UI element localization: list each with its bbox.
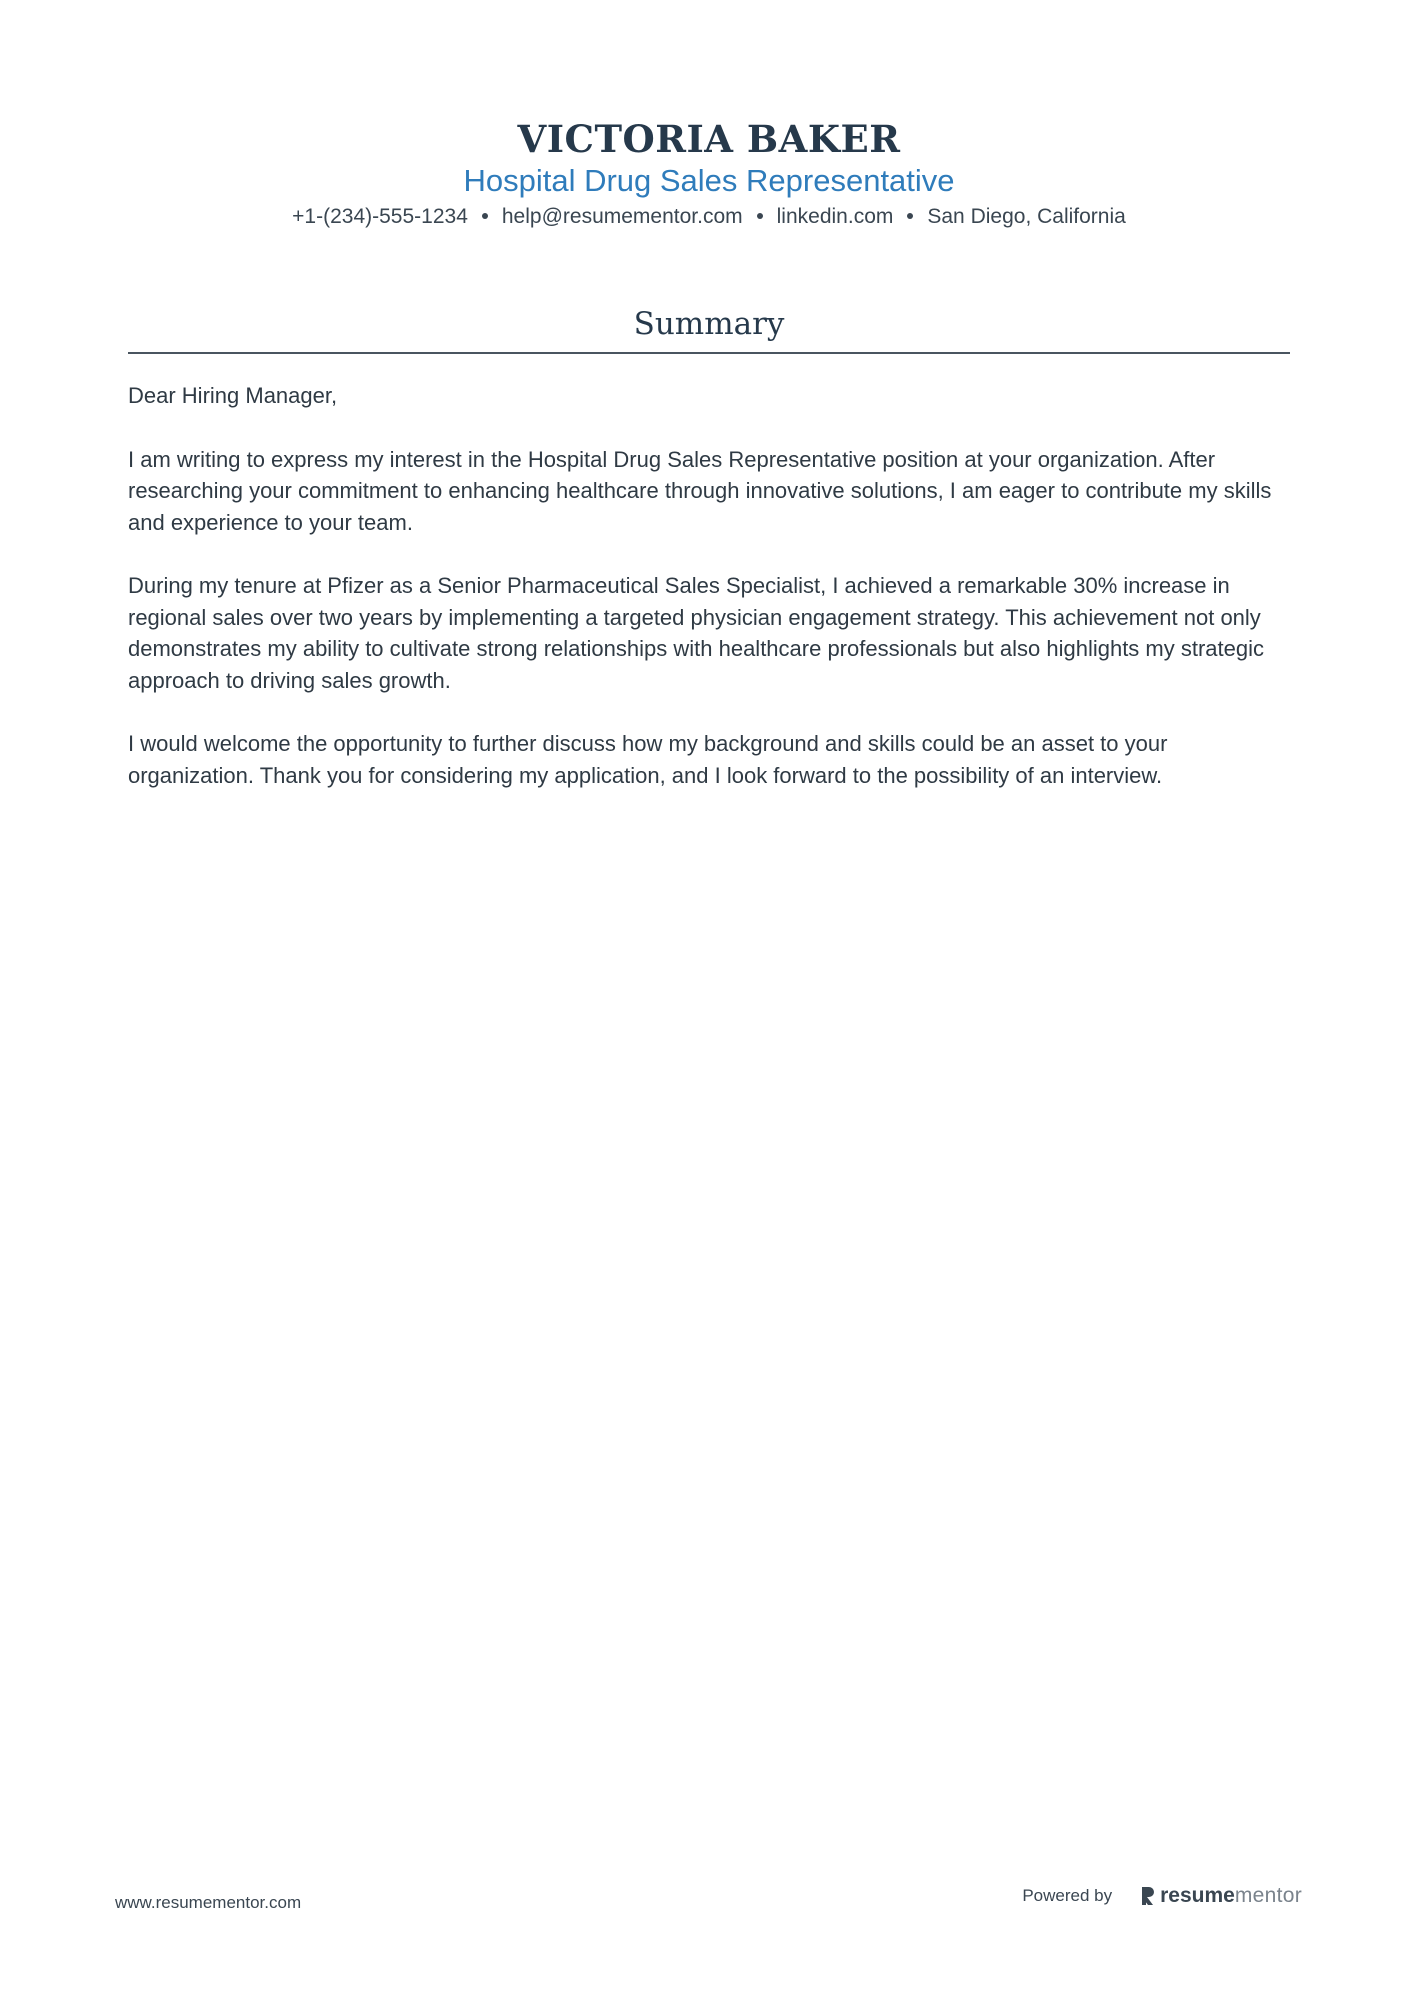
job-title: Hospital Drug Sales Representative (463, 163, 955, 198)
contact-email[interactable]: help@resumementor.com (501, 205, 743, 228)
footer-website[interactable]: www.resumementor.com (115, 1893, 302, 1912)
contact-line (128, 202, 1290, 232)
bullet-separator (907, 213, 913, 219)
brand-name-part1: resume (1160, 1884, 1235, 1907)
brand-logo[interactable] (1140, 1884, 1302, 1908)
letter-paragraph-1: I am writing to express my interest in the Hospital Drug Sales Representative position at your organization. After researching your commitment to enhancing healthcare through innovative solutions, I am eager to contribute my skills and experience to your team. (128, 446, 1272, 535)
section-title-summary: Summary (633, 306, 785, 342)
candidate-name: VICTORIA BAKER (517, 117, 901, 161)
section-divider (128, 352, 1290, 354)
letter-body (128, 380, 1290, 823)
letter-salutation: Dear Hiring Manager, (128, 383, 338, 408)
contact-location: San Diego, California (927, 205, 1126, 228)
brand-name-part2: mentor (1234, 1884, 1302, 1907)
bullet-separator (757, 213, 763, 219)
contact-linkedin[interactable]: linkedin.com (776, 205, 894, 228)
resume-header (128, 116, 1290, 232)
powered-by-label: Powered by (1022, 1886, 1113, 1905)
bullet-separator (482, 213, 488, 219)
resumementor-logo-icon (1140, 1885, 1156, 1907)
contact-phone: +1-(234)-555-1234 (292, 205, 468, 228)
footer-branding (1022, 1884, 1302, 1908)
letter-paragraph-3: I would welcome the opportunity to further discuss how my background and skills could be an asset to your organization. Thank you for considering my application, and I look forward to the possibility of an interview. (128, 731, 1168, 788)
letter-paragraph-2: During my tenure at Pfizer as a Senior Pharmaceutical Sales Specialist, I achieved a remarkable 30% increase in regional sales over two years by implementing a targeted physician engagement strategy. This achievement not only demonstrates my ability to cultivate strong relationships with healthcare professionals but also highlights my strategic approach to driving sales growth. (128, 573, 1264, 693)
